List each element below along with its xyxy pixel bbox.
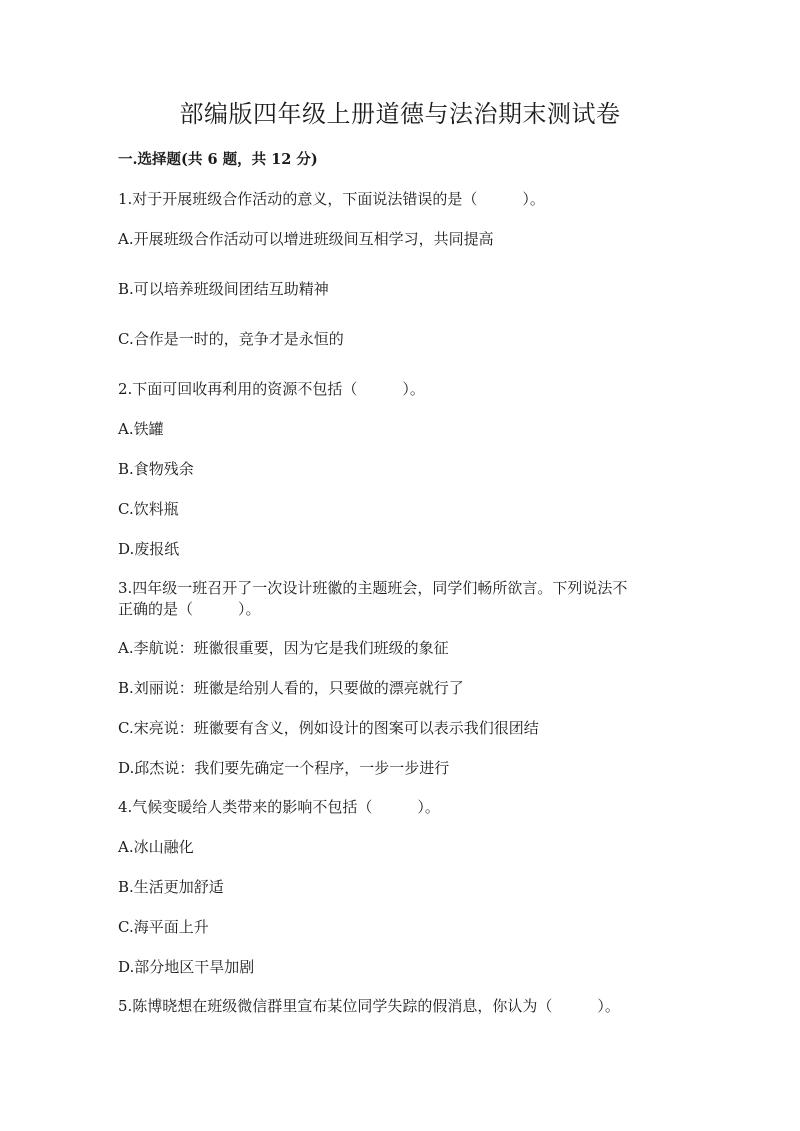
question-4-option-c: C.海平面上升 [118, 918, 209, 936]
question-4-stem: 4.气候变暖给人类带来的影响不包括（ ）。 [118, 798, 440, 816]
question-2-option-d: D.废报纸 [118, 540, 180, 558]
question-5-stem: 5.陈博晓想在班级微信群里宣布某位同学失踪的假消息，你认为（ ）。 [118, 997, 620, 1015]
question-1-option-b: B.可以培养班级间团结互助精神 [118, 280, 329, 298]
section-heading: 一.选择题(共 6 题，共 12 分) [118, 151, 318, 168]
question-3-option-b: B.刘丽说：班徽是给别人看的，只要做的漂亮就行了 [118, 679, 464, 697]
question-4-option-a: A.冰山融化 [118, 838, 194, 856]
question-2-option-c: C.饮料瓶 [118, 500, 179, 518]
question-1-stem: 1.对于开展班级合作活动的意义，下面说法错误的是（ ）。 [118, 190, 545, 208]
question-3-option-d: D.邱杰说：我们要先确定一个程序，一步一步进行 [118, 759, 450, 777]
page-title: 部编版四年级上册道德与法治期末测试卷 [179, 100, 621, 128]
question-3-stem-line-2: 正确的是（ ）。 [118, 600, 261, 618]
question-2-stem: 2.下面可回收再利用的资源不包括（ ）。 [118, 380, 425, 398]
question-1-option-c: C.合作是一时的，竞争才是永恒的 [118, 330, 344, 348]
question-2-option-a: A.铁罐 [118, 420, 164, 438]
question-3-stem-line-1: 3.四年级一班召开了一次设计班徽的主题班会，同学们畅所欲言。下列说法不 [118, 579, 628, 597]
question-4-option-d: D.部分地区干旱加剧 [118, 958, 255, 976]
question-4-option-b: B.生活更加舒适 [118, 878, 224, 896]
question-2-option-b: B.食物残余 [118, 460, 194, 478]
question-1-option-a: A.开展班级合作活动可以增进班级间互相学习，共同提高 [118, 230, 494, 248]
question-3-option-a: A.李航说：班徽很重要，因为它是我们班级的象征 [118, 639, 449, 657]
question-3-option-c: C.宋亮说：班徽要有含义，例如设计的图案可以表示我们很团结 [118, 719, 539, 737]
